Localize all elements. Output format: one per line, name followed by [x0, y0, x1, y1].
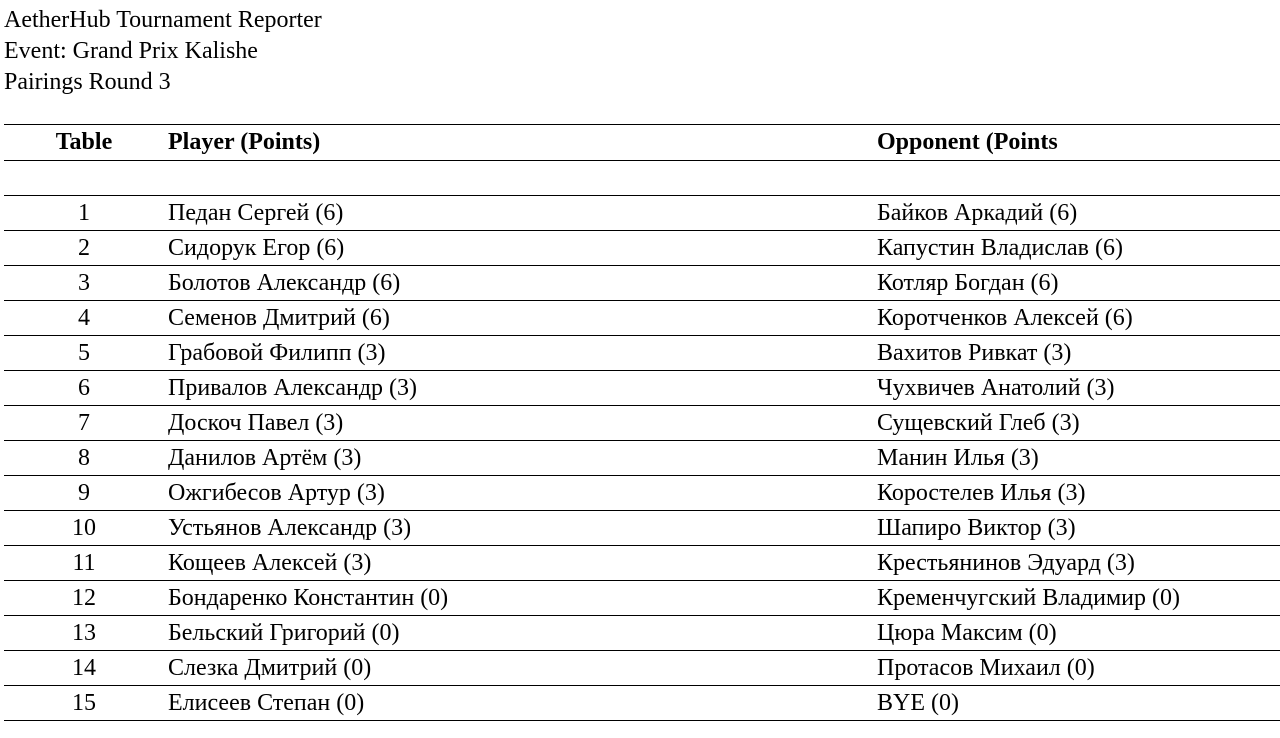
player-cell: Слезка Дмитрий (0): [164, 651, 873, 686]
player-cell: Доскоч Павел (3): [164, 406, 873, 441]
table-row: [4, 266, 1280, 301]
table-number-cell: 2: [4, 231, 164, 266]
opponent-cell: Капустин Владислав (6): [873, 231, 1280, 266]
table-number-cell: 10: [4, 511, 164, 546]
opponent-cell: Вахитов Ривкат (3): [873, 336, 1280, 371]
player-cell: Привалов Александр (3): [164, 371, 873, 406]
table-row: [4, 301, 1280, 336]
table-number-cell: 14: [4, 651, 164, 686]
player-cell: Болотов Александр (6): [164, 266, 873, 301]
round-title: Pairings Round 3: [4, 69, 171, 95]
table-row: [4, 441, 1280, 476]
table-row: [4, 196, 1280, 231]
table-row: [4, 546, 1280, 581]
column-header-opponent: Opponent (Points: [873, 125, 1280, 161]
player-cell: Елисеев Степан (0): [164, 686, 873, 721]
table-number-cell: 8: [4, 441, 164, 476]
table-number-cell: 11: [4, 546, 164, 581]
table-row: [4, 581, 1280, 616]
table-row: [4, 616, 1280, 651]
player-cell: Сидорук Егор (6): [164, 231, 873, 266]
table-number-cell: 6: [4, 371, 164, 406]
player-cell: Педан Сергей (6): [164, 196, 873, 231]
player-cell: Бельский Григорий (0): [164, 616, 873, 651]
table-number-cell: 9: [4, 476, 164, 511]
table-row: [4, 336, 1280, 371]
table-header-row: [4, 125, 1280, 161]
opponent-cell: Протасов Михаил (0): [873, 651, 1280, 686]
table-number-cell: 7: [4, 406, 164, 441]
table-spacer-row: [4, 161, 1280, 196]
opponent-cell: Сущевский Глеб (3): [873, 406, 1280, 441]
player-cell: Кощеев Алексей (3): [164, 546, 873, 581]
player-cell: Бондаренко Константин (0): [164, 581, 873, 616]
player-cell: Устьянов Александр (3): [164, 511, 873, 546]
opponent-cell: Крестьянинов Эдуард (3): [873, 546, 1280, 581]
report-header: [4, 5, 322, 98]
table-number-cell: 3: [4, 266, 164, 301]
player-cell: Семенов Дмитрий (6): [164, 301, 873, 336]
column-header-table: Table: [4, 125, 164, 161]
opponent-cell: Шапиро Виктор (3): [873, 511, 1280, 546]
table-number-cell: 5: [4, 336, 164, 371]
table-row: [4, 686, 1280, 721]
table-number-cell: 4: [4, 301, 164, 336]
pairings-table: [4, 124, 1280, 721]
event-name: Event: Grand Prix Kalishe: [4, 38, 258, 64]
table-row: [4, 231, 1280, 266]
opponent-cell: Котляр Богдан (6): [873, 266, 1280, 301]
player-cell: Грабовой Филипп (3): [164, 336, 873, 371]
column-header-player: Player (Points): [164, 125, 873, 161]
opponent-cell: Чухвичев Анатолий (3): [873, 371, 1280, 406]
opponent-cell: Цюра Максим (0): [873, 616, 1280, 651]
table-row: [4, 406, 1280, 441]
player-cell: Ожгибесов Артур (3): [164, 476, 873, 511]
opponent-cell: Коротченков Алексей (6): [873, 301, 1280, 336]
app-title: AetherHub Tournament Reporter: [4, 7, 322, 33]
opponent-cell: Кременчугский Владимир (0): [873, 581, 1280, 616]
table-row: [4, 651, 1280, 686]
pairings-body: [4, 161, 1280, 721]
table-row: [4, 371, 1280, 406]
table-number-cell: 13: [4, 616, 164, 651]
table-row: [4, 511, 1280, 546]
table-number-cell: 1: [4, 196, 164, 231]
opponent-cell: Байков Аркадий (6): [873, 196, 1280, 231]
opponent-cell: Коростелев Илья (3): [873, 476, 1280, 511]
player-cell: Данилов Артём (3): [164, 441, 873, 476]
opponent-cell: BYE (0): [873, 686, 1280, 721]
table-row: [4, 476, 1280, 511]
opponent-cell: Манин Илья (3): [873, 441, 1280, 476]
table-number-cell: 15: [4, 686, 164, 721]
table-number-cell: 12: [4, 581, 164, 616]
